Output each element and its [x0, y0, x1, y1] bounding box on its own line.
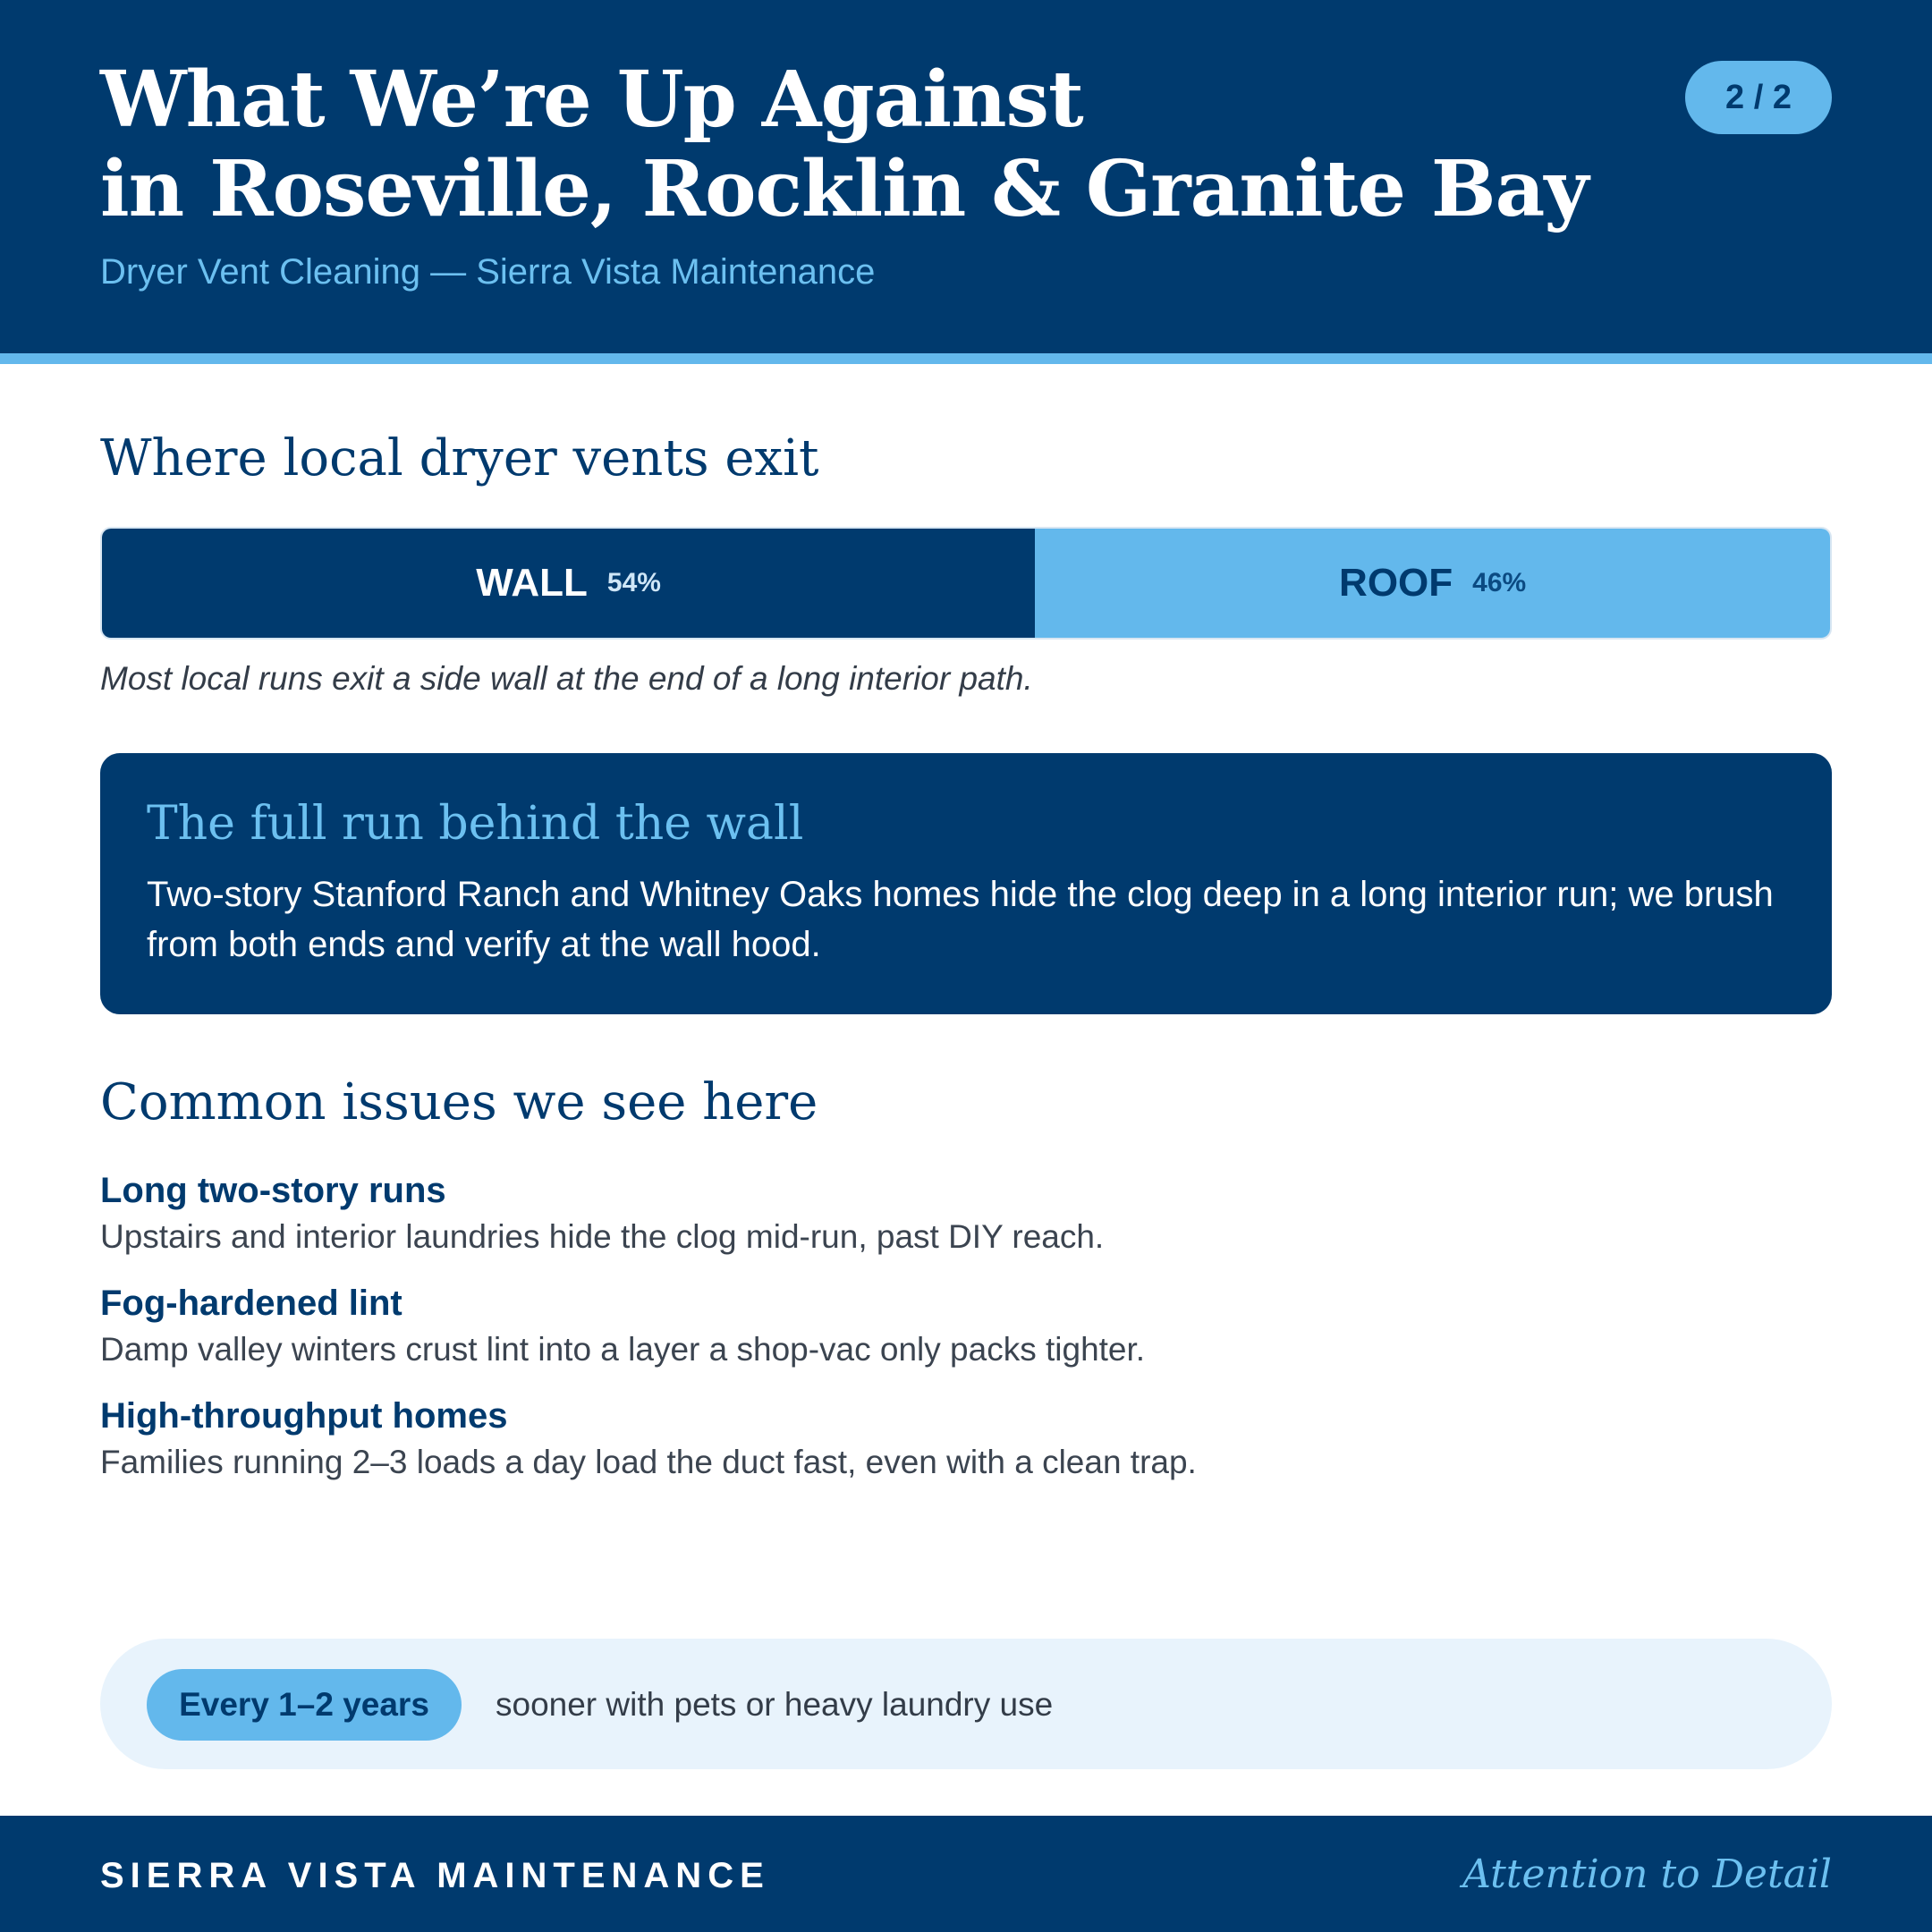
- vent-exit-split-bar: [100, 527, 1832, 640]
- roof-segment-percent: 46%: [1472, 568, 1527, 597]
- wall-segment: [102, 529, 1035, 638]
- frequency-note: sooner with pets or heavy laundry use: [496, 1686, 1054, 1723]
- list-item: [100, 1280, 1832, 1373]
- frequency-banner: [100, 1639, 1832, 1769]
- wall-segment-percent: 54%: [606, 568, 661, 597]
- header-banner: [0, 0, 1932, 353]
- issue-title: Long two-story runs: [100, 1171, 446, 1210]
- callout-body: Two-story Stanford Ranch and Whitney Oaks homes hide the clog deep in a long interior run; we brush from both ends and verify at the wall hood.: [147, 875, 1774, 964]
- issues-heading: Common issues we see here: [100, 1073, 818, 1131]
- issue-title: Fog-hardened lint: [100, 1284, 402, 1323]
- callout-title: The full run behind the wall: [147, 797, 804, 851]
- issue-title: High-throughput homes: [100, 1396, 508, 1436]
- header-accent-stripe: [0, 353, 1932, 364]
- title-line-1: What We’re Up Against: [100, 55, 1083, 145]
- frequency-pill: Every 1–2 years: [147, 1669, 462, 1741]
- footer-bar: [0, 1816, 1932, 1932]
- title-line-2: in Roseville, Rocklin & Granite Bay: [100, 144, 1589, 234]
- roof-segment: [1035, 529, 1830, 638]
- callout-card: [100, 753, 1832, 1014]
- issue-description: Upstairs and interior laundries hide the clog mid-run, past DIY reach.: [100, 1218, 1105, 1255]
- issue-description: Families running 2–3 loads a day load the duct fast, even with a clean trap.: [100, 1444, 1197, 1480]
- page-title: [100, 55, 1621, 234]
- roof-segment-label: ROOF: [1339, 561, 1453, 605]
- list-item: [100, 1167, 1832, 1260]
- page-subtitle: Dryer Vent Cleaning — Sierra Vista Maintenance: [100, 252, 876, 292]
- issues-list: [100, 1167, 1832, 1505]
- vent-exit-heading: Where local dryer vents exit: [100, 429, 819, 487]
- issue-description: Damp valley winters crust lint into a layer a shop-vac only packs tighter.: [100, 1331, 1146, 1368]
- list-item: [100, 1393, 1832, 1486]
- footer-tagline: Attention to Detail: [1462, 1852, 1832, 1897]
- footer-brand: SIERRA VISTA MAINTENANCE: [100, 1856, 770, 1895]
- wall-segment-label: WALL: [476, 561, 588, 605]
- page-indicator-badge: 2 / 2: [1685, 61, 1832, 134]
- vent-exit-caption: Most local runs exit a side wall at the end of a long interior path.: [100, 660, 1033, 697]
